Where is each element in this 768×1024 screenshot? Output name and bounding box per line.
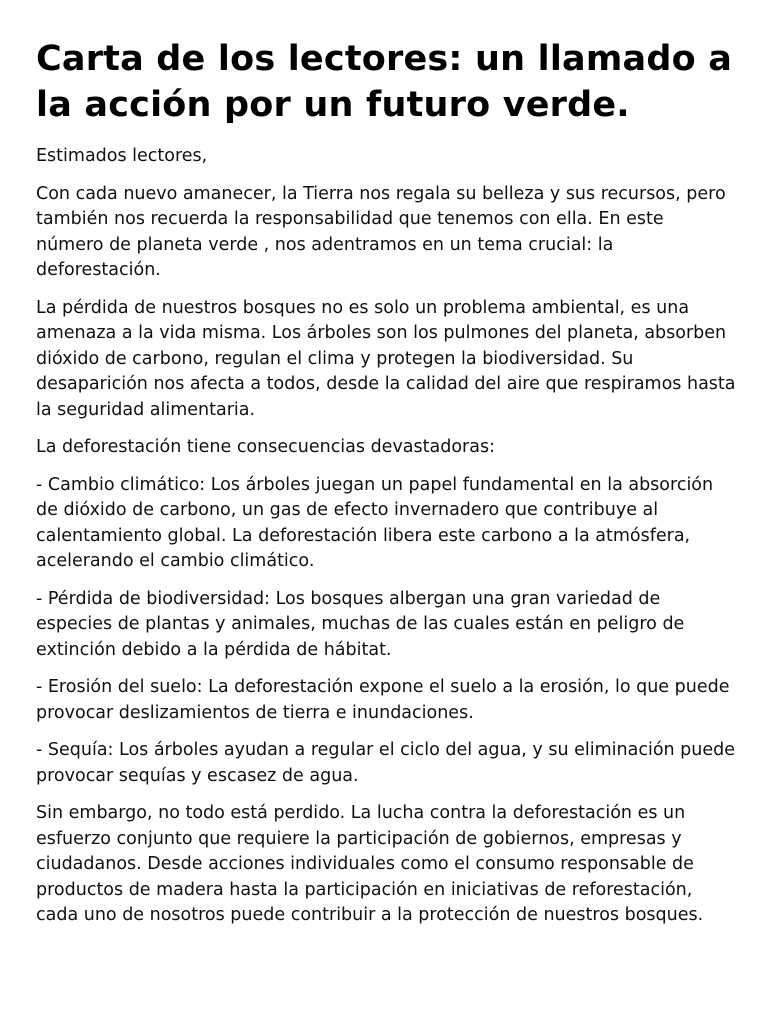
intro-paragraph: Con cada nuevo amanecer, la Tierra nos regala su belleza y sus recursos, pero también nos recuerda la responsabilidad que tenemos con ella. En este número de planeta verde , nos adentramos en un tema crucial: la deforestación. bbox=[36, 183, 726, 280]
soil-erosion-item: - Erosión del suelo: La deforestación expone el suelo a la erosión, lo que puede provocar deslizamientos de tierra e inundaciones. bbox=[36, 677, 730, 723]
drought-item: - Sequía: Los árboles ayudan a regular el ciclo del agua, y su eliminación puede provocar sequías y escasez de agua. bbox=[36, 740, 736, 786]
forest-loss-paragraph: La pérdida de nuestros bosques no es solo un problema ambiental, es una amenaza a la vida misma. Los árboles son los pulmones del planeta, absorben dióxido de carbono, regulan el clima y protegen la biodiversidad. Su desaparición nos afecta a todos, desde la calidad del aire que respiramos hasta la seguridad alimentaria. bbox=[36, 297, 736, 420]
article-title: Carta de los lectores: un llamado a la acción por un futuro verde. bbox=[36, 39, 733, 125]
consequences-heading-paragraph: La deforestación tiene consecuencias devastadoras: bbox=[36, 437, 495, 457]
closing-paragraph: Sin embargo, no todo está perdido. La lucha contra la deforestación es un esfuerzo conjunto que requiere la participación de gobiernos, empresas y ciudadanos. Desde acciones individuales como el consumo responsable de productos de madera hasta la participación en iniciativas de reforestación, cada uno de nosotros puede contribuir a la protección de nuestros bosques. bbox=[36, 803, 704, 925]
greeting-paragraph: Estimados lectores, bbox=[36, 146, 208, 166]
article bbox=[36, 36, 736, 941]
climate-change-item: - Cambio climático: Los árboles juegan un papel fundamental en la absorción de dióxido de carbono, un gas de efecto invernadero que contribuye al calentamiento global. La deforestación libera este carbono a la atmósfera, acelerando el cambio climático. bbox=[36, 474, 714, 571]
biodiversity-loss-item: - Pérdida de biodiversidad: Los bosques albergan una gran variedad de especies de plantas y animales, muchas de las cuales están en peligro de extinción debido a la pérdida de hábitat. bbox=[36, 588, 685, 660]
